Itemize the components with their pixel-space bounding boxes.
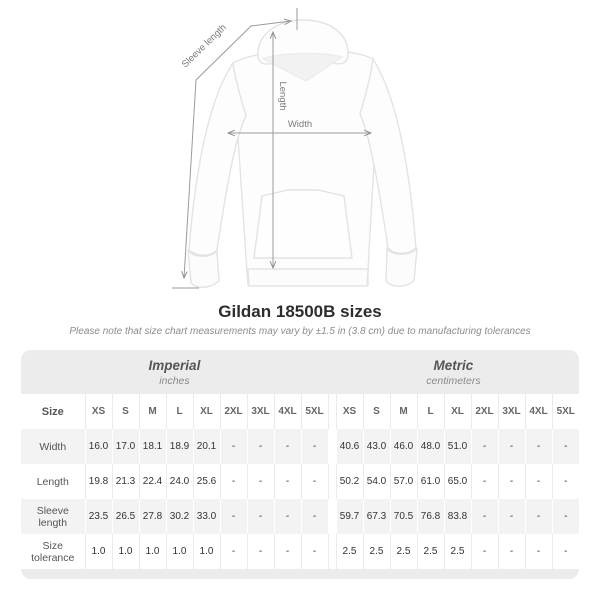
value-cell: 46.0 — [390, 429, 417, 464]
size-header: S — [363, 394, 390, 429]
value-cell: 16.0 — [85, 429, 112, 464]
value-cell: - — [247, 534, 274, 569]
hoodie-shape — [188, 20, 417, 287]
value-cell: - — [552, 429, 579, 464]
value-cell: 23.5 — [85, 499, 112, 534]
table-row-size-tolerance — [21, 534, 579, 569]
size-header: S — [112, 394, 139, 429]
size-header: 2XL — [471, 394, 498, 429]
value-cell: - — [220, 499, 247, 534]
value-cell: 76.8 — [417, 499, 444, 534]
value-cell: 48.0 — [417, 429, 444, 464]
size-header: XS — [85, 394, 112, 429]
sleeve-length-label: Sleeve length — [179, 22, 229, 71]
value-cell: - — [301, 464, 328, 499]
value-cell: 59.7 — [336, 499, 363, 534]
value-cell: 1.0 — [85, 534, 112, 569]
value-cell: 1.0 — [193, 534, 220, 569]
value-cell: - — [552, 499, 579, 534]
value-cell: 26.5 — [112, 499, 139, 534]
value-cell: 21.3 — [112, 464, 139, 499]
value-cell: 30.2 — [166, 499, 193, 534]
value-cell: - — [247, 464, 274, 499]
metric-subtitle: centimeters — [426, 374, 481, 387]
value-cell: - — [471, 499, 498, 534]
value-cell: - — [498, 534, 525, 569]
value-cell: - — [220, 534, 247, 569]
value-cell: 2.5 — [390, 534, 417, 569]
column-gutter — [328, 394, 336, 429]
table-row-length — [21, 464, 579, 499]
value-cell: 1.0 — [166, 534, 193, 569]
pocket — [254, 190, 352, 258]
value-cell: 67.3 — [363, 499, 390, 534]
value-cell: - — [471, 534, 498, 569]
tolerance-note: Please note that size chart measurements may vary by ±1.5 in (3.8 cm) due to manufacturing tolerances — [69, 326, 531, 337]
units-header-band — [21, 350, 579, 394]
value-cell: - — [498, 429, 525, 464]
value-cell: - — [220, 464, 247, 499]
size-chart — [21, 350, 579, 579]
imperial-title: Imperial — [148, 357, 201, 373]
value-cell: 2.5 — [336, 534, 363, 569]
value-cell: - — [301, 534, 328, 569]
value-cell: 65.0 — [444, 464, 471, 499]
value-cell: 2.5 — [363, 534, 390, 569]
table-row-sleeve-length — [21, 499, 579, 534]
size-header-row — [21, 394, 579, 429]
value-cell: - — [525, 464, 552, 499]
value-cell: 17.0 — [112, 429, 139, 464]
value-cell: - — [552, 464, 579, 499]
value-cell: 83.8 — [444, 499, 471, 534]
size-header: 5XL — [301, 394, 328, 429]
imperial-header — [21, 358, 328, 387]
value-cell: 54.0 — [363, 464, 390, 499]
column-gutter — [328, 464, 336, 499]
table-footer-strip — [21, 569, 579, 579]
metric-title: Metric — [433, 357, 474, 373]
value-cell: - — [552, 534, 579, 569]
value-cell: - — [471, 429, 498, 464]
row-label: Width — [21, 429, 85, 464]
value-cell: 43.0 — [363, 429, 390, 464]
value-cell: - — [525, 429, 552, 464]
value-cell: 18.9 — [166, 429, 193, 464]
value-cell: 1.0 — [112, 534, 139, 569]
value-cell: - — [498, 464, 525, 499]
value-cell: 22.4 — [139, 464, 166, 499]
row-label: Size tolerance — [21, 534, 85, 569]
imperial-subtitle: inches — [159, 374, 190, 387]
value-cell: - — [274, 429, 301, 464]
size-header: XL — [193, 394, 220, 429]
value-cell: 61.0 — [417, 464, 444, 499]
value-cell: - — [220, 429, 247, 464]
column-gutter — [328, 429, 336, 464]
value-cell: 18.1 — [139, 429, 166, 464]
value-cell: 25.6 — [193, 464, 220, 499]
value-cell: - — [525, 499, 552, 534]
value-cell: 2.5 — [417, 534, 444, 569]
value-cell: - — [301, 429, 328, 464]
value-cell: 50.2 — [336, 464, 363, 499]
value-cell: 1.0 — [139, 534, 166, 569]
value-cell: - — [525, 534, 552, 569]
value-cell: - — [498, 499, 525, 534]
row-label: Length — [21, 464, 85, 499]
value-cell: 33.0 — [193, 499, 220, 534]
size-header: M — [139, 394, 166, 429]
value-cell: 51.0 — [444, 429, 471, 464]
value-cell: 70.5 — [390, 499, 417, 534]
size-header: M — [390, 394, 417, 429]
size-header: XL — [444, 394, 471, 429]
size-header: 5XL — [552, 394, 579, 429]
size-header: 4XL — [525, 394, 552, 429]
metric-header — [328, 358, 579, 387]
size-header: 4XL — [274, 394, 301, 429]
column-gutter — [328, 499, 336, 534]
value-cell: 2.5 — [444, 534, 471, 569]
size-header: 3XL — [498, 394, 525, 429]
table-row-width — [21, 429, 579, 464]
page-title: Gildan 18500B sizes — [218, 302, 382, 321]
value-cell: 57.0 — [390, 464, 417, 499]
size-header: 2XL — [220, 394, 247, 429]
value-cell: - — [471, 464, 498, 499]
value-cell: - — [247, 429, 274, 464]
value-cell: - — [301, 499, 328, 534]
size-column-header: Size — [21, 394, 85, 429]
value-cell: - — [274, 534, 301, 569]
value-cell: 40.6 — [336, 429, 363, 464]
size-header: XS — [336, 394, 363, 429]
value-cell: - — [274, 499, 301, 534]
value-cell: - — [274, 464, 301, 499]
size-header: L — [417, 394, 444, 429]
value-cell: 19.8 — [85, 464, 112, 499]
value-cell: 20.1 — [193, 429, 220, 464]
column-gutter — [328, 534, 336, 569]
size-header: 3XL — [247, 394, 274, 429]
value-cell: 27.8 — [139, 499, 166, 534]
size-header: L — [166, 394, 193, 429]
row-label: Sleeve length — [21, 499, 85, 534]
length-label: Length — [277, 81, 288, 111]
size-table — [21, 394, 579, 569]
width-label: Width — [287, 119, 313, 130]
value-cell: - — [247, 499, 274, 534]
value-cell: 24.0 — [166, 464, 193, 499]
